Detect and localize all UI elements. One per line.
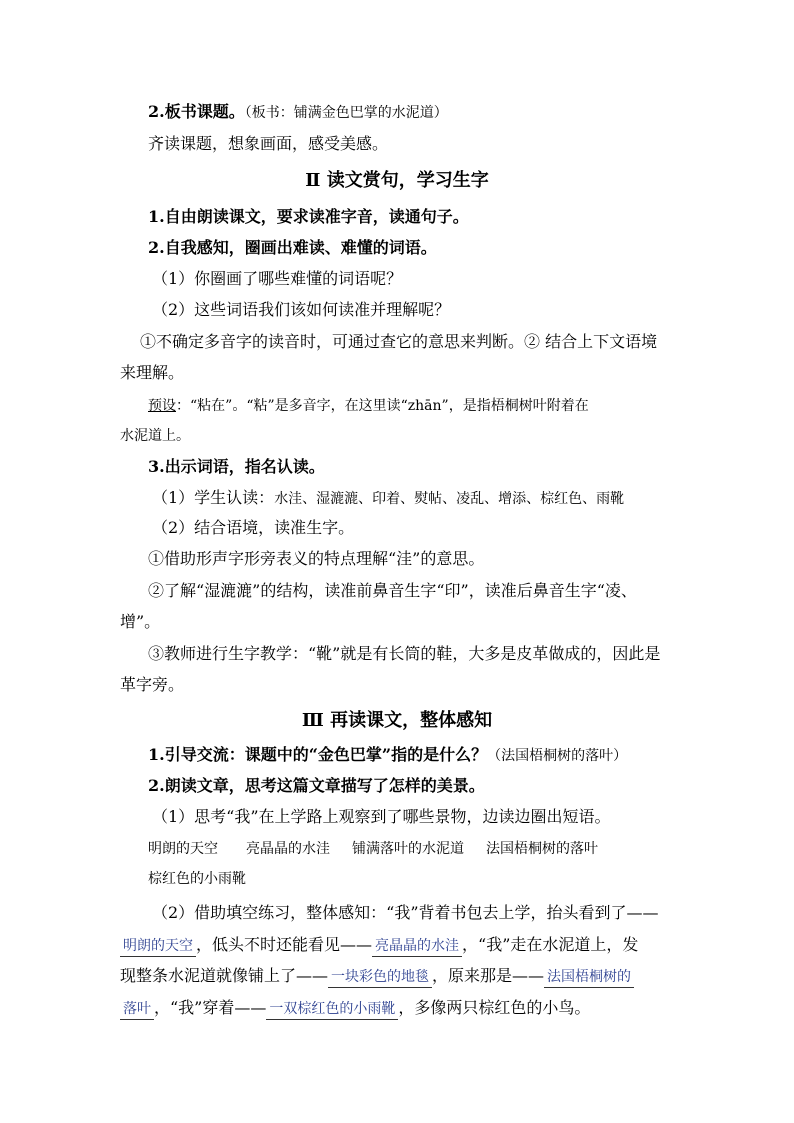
line-preset (148, 396, 589, 416)
line-read-article: 2.朗读文章，思考这篇文章描写了怎样的美景。 (148, 776, 485, 795)
line-self-perception: 2.自我感知，圈画出难读、难懂的词语。 (148, 238, 437, 257)
phrase-item: 法国梧桐树的落叶 (486, 841, 598, 857)
line-observe: （1）思考“我”在上学路上观察到了哪些景物，边读边圈出短语。 (152, 807, 611, 826)
fill-answer: 一双棕红色的小雨靴 (266, 999, 398, 1020)
section-heading-3: Ⅲ 再读课文，整体感知 (301, 710, 493, 731)
line-context: （2）结合语境，读准生字。 (152, 518, 355, 537)
word-list: 水洼、湿漉漉、印着、熨帖、凌乱、增添、棕红色、雨靴 (274, 491, 625, 507)
fill-text: ，低头不时还能看见—— (196, 935, 373, 954)
line-student-read (152, 488, 624, 509)
fill-line-3 (120, 966, 634, 988)
preset-text: ：“粘在”。“粘”是多音字，在这里读“zhān”，是指梧桐树叶附着在 (176, 398, 589, 414)
fill-answer: 法国梧桐树的 (544, 967, 634, 988)
board-note: （板书：铺满金色巴掌的水泥道） (244, 105, 448, 121)
fill-line-2 (120, 935, 638, 957)
line-wa: ①借助形声字形旁表义的特点理解“洼”的意思。 (148, 549, 485, 568)
fill-line-1: （2）借助填空练习，整体感知：“我”背着书包去上学，抬头看到了—— (152, 903, 659, 922)
line-method-cont: 来理解。 (120, 363, 185, 382)
line-board-title (148, 102, 448, 123)
phrase-item: 亮晶晶的水洼 (246, 841, 330, 857)
fill-answer: 亮晶晶的水洼 (372, 936, 462, 957)
fill-text: ，“我”穿着—— (154, 998, 267, 1017)
line-read-title: 齐读课题，想象画面，感受美感。 (148, 134, 389, 153)
line-method: ①不确定多音字的读音时，可通过查它的意思来判断。② 结合上下文语境 (140, 332, 658, 351)
exchange-question: 1.引导交流：课题中的“金色巴掌”指的是什么？ (148, 745, 488, 764)
line-preset-cont: 水泥道上。 (120, 428, 190, 444)
fill-text: ，“我”走在水泥道上，发 (462, 935, 639, 954)
line-question-2: （2）这些词语我们该如何读准并理解呢？ (152, 300, 451, 319)
line-xue-cont: 革字旁。 (120, 675, 185, 694)
step-label: 2.板书课题。 (148, 102, 245, 121)
line-show-words: 3.出示词语，指名认读。 (148, 457, 325, 476)
line-xue: ③教师进行生字教学：“靴”就是有长筒的鞋，大多是皮革做成的，因此是 (148, 644, 661, 663)
exchange-answer: （法国梧桐树的落叶） (487, 748, 628, 764)
phrase-item: 明朗的天空 (148, 841, 218, 857)
fill-answer: 一块彩色的地毯 (328, 967, 432, 988)
fill-text: 现整条水泥道就像铺上了—— (120, 966, 329, 985)
phrase-item: 铺满落叶的水泥道 (352, 841, 464, 857)
line-shilulu-cont: 增”。 (120, 612, 161, 631)
line-free-read: 1.自由朗读课文，要求读准字音，读通句子。 (148, 207, 469, 226)
line-phrase-last: 棕红色的小雨靴 (148, 871, 246, 887)
fill-line-4 (120, 998, 590, 1020)
preset-label: 预设 (148, 398, 176, 414)
line-phrases (148, 839, 598, 859)
fill-text: ，多像两只棕红色的小鸟。 (398, 998, 591, 1017)
line-exchange (148, 745, 627, 766)
student-read-label: （1）学生认读： (152, 488, 275, 507)
fill-answer: 落叶 (120, 999, 154, 1020)
fill-answer: 明朗的天空 (120, 936, 196, 957)
section-heading-2: Ⅱ 读文赏句，学习生字 (305, 170, 489, 191)
fill-text: ，原来那是—— (432, 966, 545, 985)
line-question-1: （1）你圈画了哪些难懂的词语呢？ (152, 269, 403, 288)
line-shilulu: ②了解“湿漉漉”的结构，读准前鼻音生字“印”，读准后鼻音生字“凌、 (148, 581, 637, 600)
